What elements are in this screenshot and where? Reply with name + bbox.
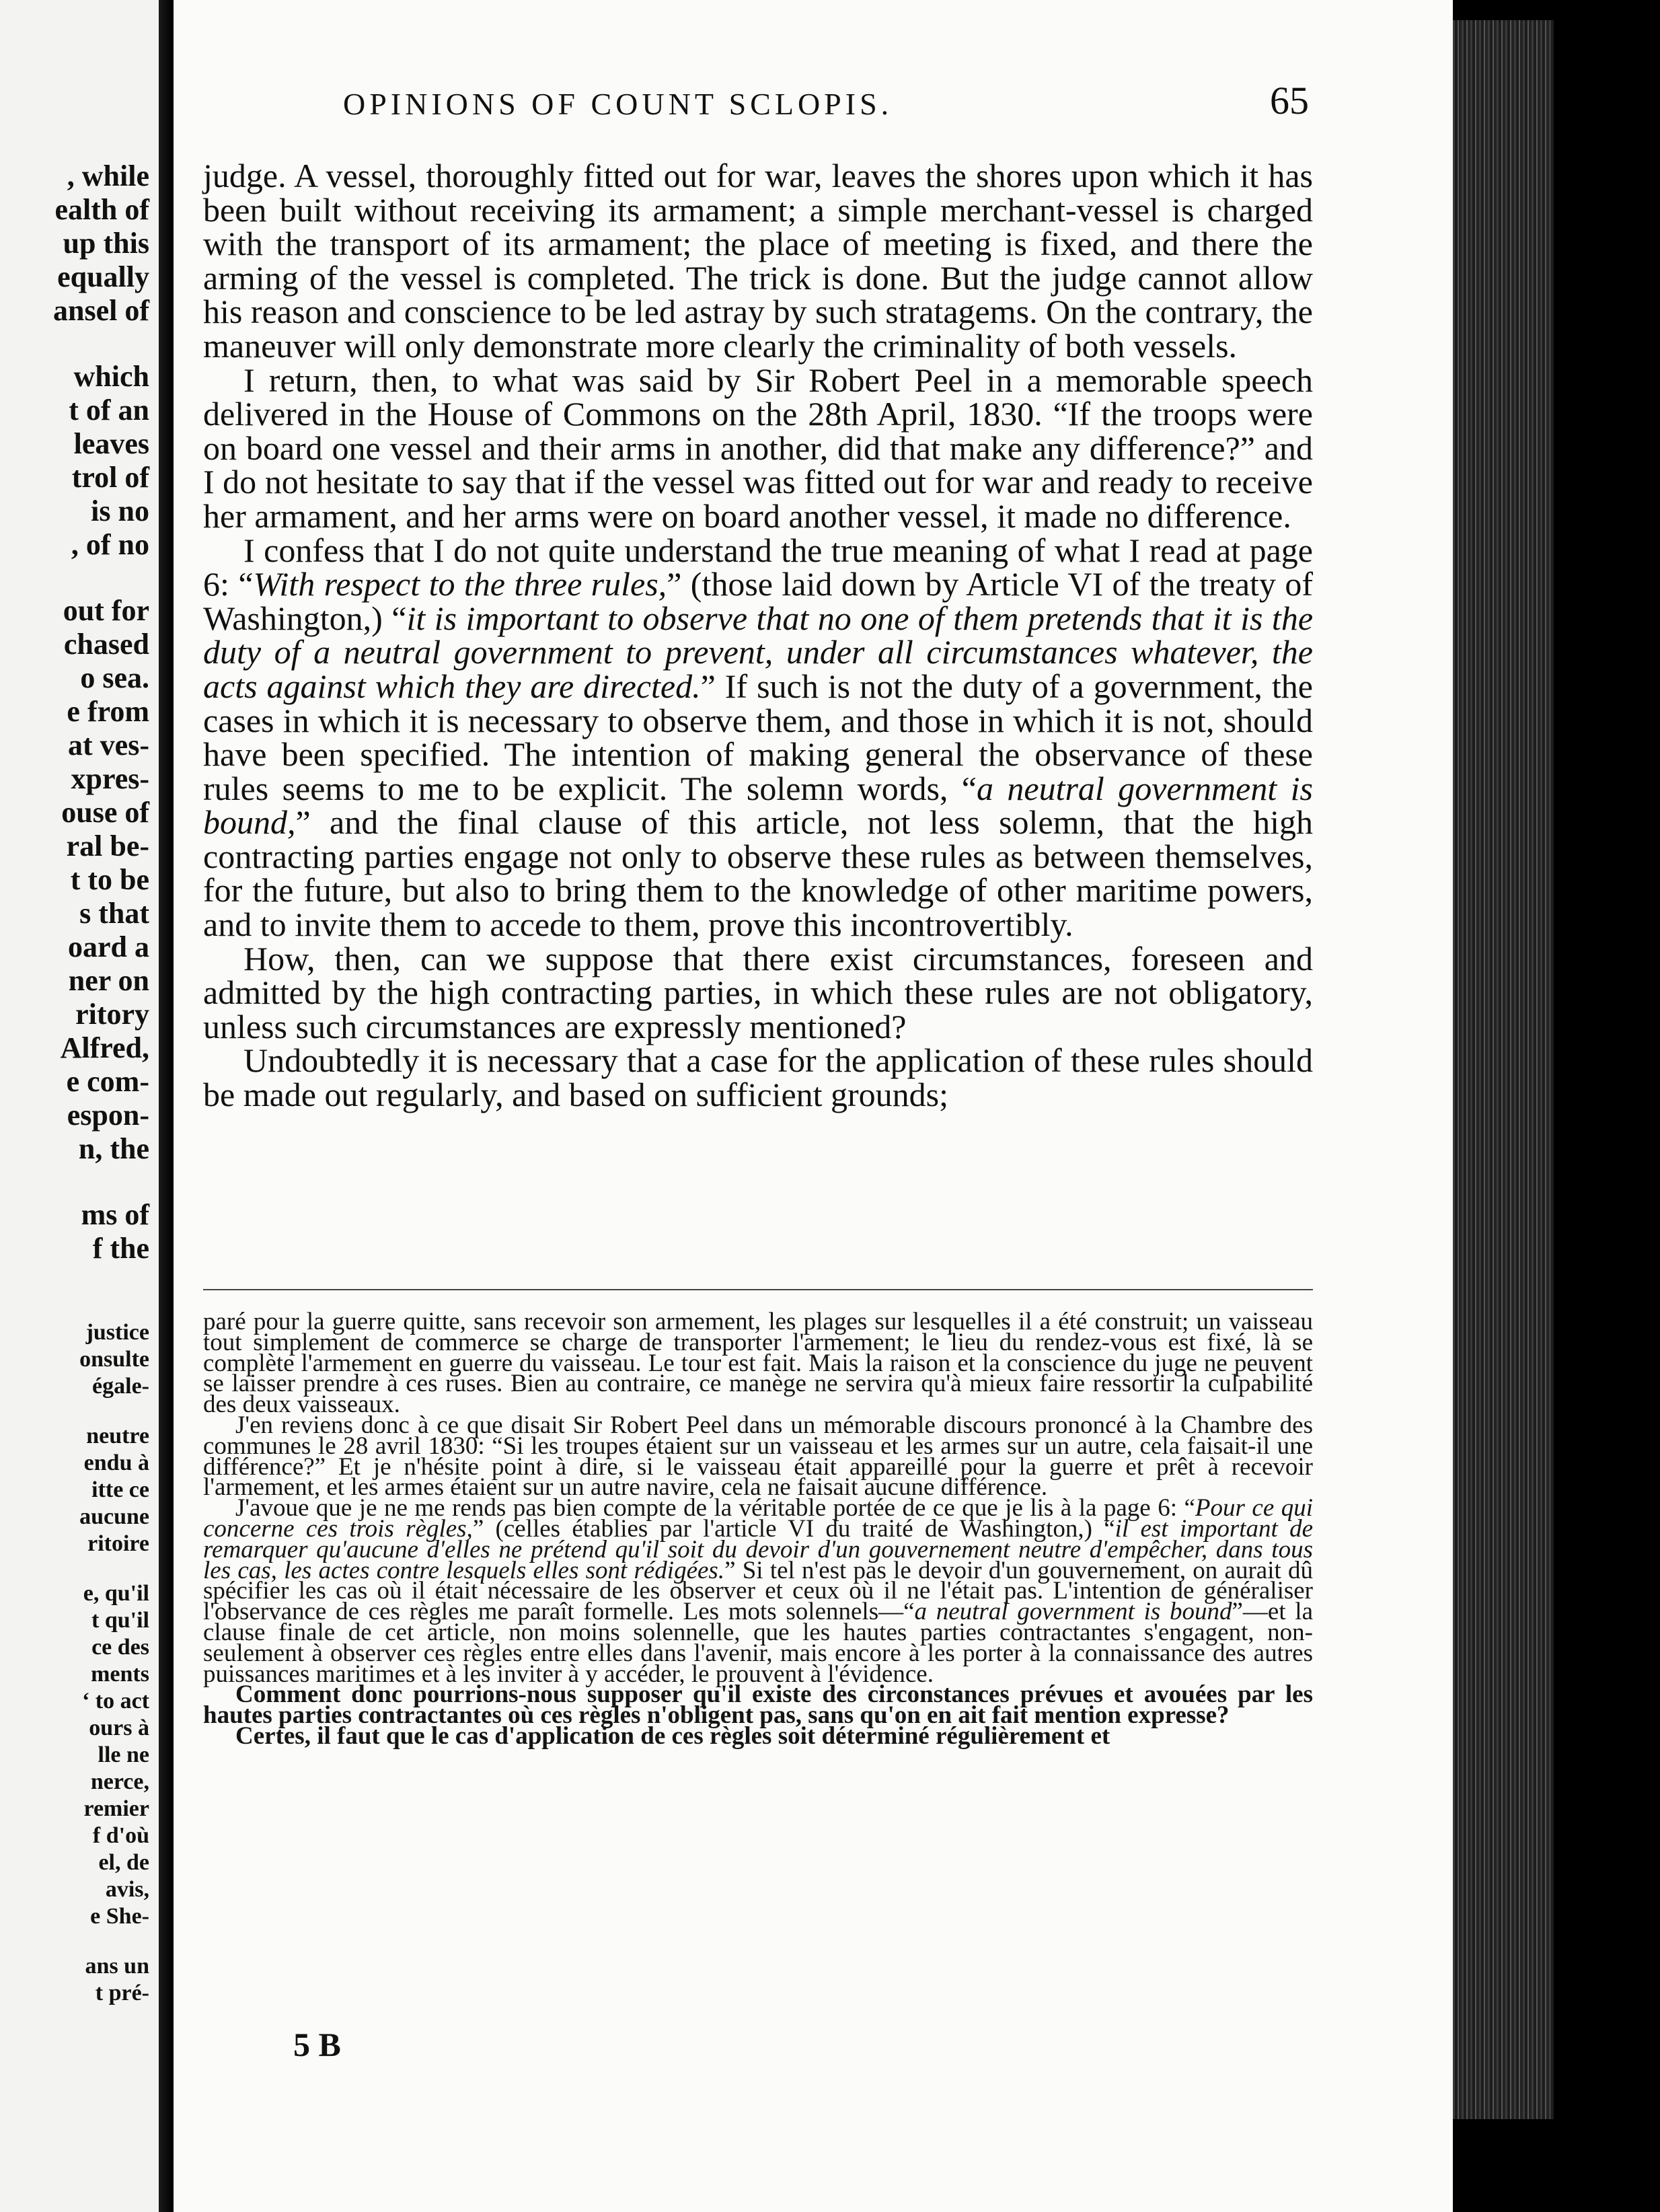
facing-page-line: t pré- xyxy=(95,1981,149,2005)
text-run: ” (celles établies par l'article VI du traité de Washington,) “ xyxy=(472,1514,1115,1543)
facing-page-line: nerce, xyxy=(90,1769,149,1794)
text-run: ” and the final clause of this article, not less solemn, that the high contracting parties engage not only to observe these rules as between themselves, for the future, but also to bring them to the knowledge of other maritime powers, and to invite them to accede to them, prove this incontrovertibly. xyxy=(203,803,1313,944)
background xyxy=(1554,0,1660,2212)
facing-page-line: e She- xyxy=(90,1904,149,1929)
text-run: ”—et la clause finale de cet article, non moins solennelle, que les hautes parties contractantes s'engagent, non-seulement à observer ces règles entre elles dans l'avenir, mais encore à les porter à la connaissance des autres puissances maritimes et à les inviter à y accéder, le prouvent à l'évidence. xyxy=(203,1598,1313,1688)
facing-page-line: e, qu'il xyxy=(83,1581,149,1606)
text-run: I confess that I do not quite understand the true meaning of what I read at page 6: “ xyxy=(203,531,1313,603)
facing-page-line: , while xyxy=(67,159,149,192)
facing-page-line: ans un xyxy=(85,1954,149,1979)
facing-page-line: at ves- xyxy=(68,729,149,762)
facing-page-line: onsulte xyxy=(79,1347,149,1372)
facing-page-line: égale- xyxy=(92,1374,149,1399)
facing-page-line: is no xyxy=(91,494,149,527)
facing-page-line: ritoire xyxy=(87,1531,149,1556)
paragraph: Certes, il faut que le cas d'application de ces règles soit déterminé régulièrement et xyxy=(235,1722,1110,1750)
paragraph: judge. A vessel, thoroughly fitted out for war, leaves the shores upon which it has been built without receiving its armament; a simple merchant-vessel is charged with the transport of its armament; the place of meeting is fixed, and there the arming of the vessel is completed. The trick is done. But the judge cannot allow his reason and conscience to be led astray by such stratagems. On the contrary, the maneuver will only demonstrate more clearly the criminality of both vessels. xyxy=(203,157,1313,365)
facing-page-line: up this xyxy=(63,227,149,260)
facing-page-line: espon- xyxy=(67,1099,149,1132)
paragraph: Undoubtedly it is necessary that a case for the application of these rules should be made out regularly, and based on sufficient grounds; xyxy=(203,1041,1313,1114)
paragraph: J'en reviens donc à ce que disait Sir Robert Peel dans un mémorable discours prononcé à la Chambre des communes le 28 avril 1830: “Si les troupes étaient sur un vaisseau et les armes sur un autre, cela faisait-il une différence?” Et je n'hésite point à dire, si le vaisseau était appareillé pour la guerre et prêt à recevoir l'armement, et les armes étaient sur un autre navire, cela ne faisait aucune différence. xyxy=(203,1411,1313,1502)
facing-page-line: avis, xyxy=(105,1877,149,1902)
page-edges xyxy=(1453,20,1554,2119)
facing-page-line: lle ne xyxy=(98,1742,149,1767)
facing-page-fragment xyxy=(0,0,159,2212)
quote-italic: it is important to observe that no one of them pretends that it is the duty of a neutral government to prevent, under all circumstances whatever, the acts against which they are directed. xyxy=(203,599,1314,705)
text-run: ” Si tel n'est pas le devoir d'un gouvernement, on aurait dû spécifier les cas où il était nécessaire de les observer et ceux où il ne l'était pas. L'intention de généraliser l'observance de ces règles me paraît formelle. Les mots solennels—“ xyxy=(203,1556,1313,1626)
facing-page-line: xpres- xyxy=(71,762,149,795)
facing-page-line: aucune xyxy=(79,1504,149,1529)
paragraph: I return, then, to what was said by Sir Robert Peel in a memorable speech delivered in the House of Commons on the 28th April, 1830. “If the troops were on board one vessel and their arms in another, did that make any difference?” and I do not hesitate to say that if the vessel was fitted out for war and ready to receive her armament, and her arms were on board another vessel, it made no difference. xyxy=(203,361,1313,535)
page-number: 65 xyxy=(1270,79,1309,122)
facing-page-line: ouse of xyxy=(61,796,149,829)
quote-italic: Pour ce qui concerne ces trois règles, xyxy=(203,1494,1313,1543)
running-head: OPINIONS OF COUNT SCLOPIS. xyxy=(343,87,893,121)
text-run: ” If such is not the duty of a government, the cases in which it is necessary to observe them, and those in which it is not, should have been specified. The intention of making general the observance of these rules seems to me to be explicit. The solemn words, “ xyxy=(203,667,1313,807)
paragraph: paré pour la guerre quitte, sans recevoir son armement, les plages sur lesquelles il a été construit; un vaisseau tout simplement de commerce se charge de transporter l'armement; le lieu du rendez-vous est fixé, là se complète l'armement en guerre du vaisseau. Le tour est fait. Mais la raison et la conscience du juge ne peuvent se laisser prendre à ces ruses. Bien au contraire, ce manège ne servira qu'à mieux faire ressortir la culpabilité des deux vaisseaux. xyxy=(203,1308,1313,1419)
paragraph xyxy=(203,1494,1313,1688)
facing-page-line: neutre xyxy=(86,1424,149,1448)
facing-page-line: t qu'il xyxy=(91,1608,149,1633)
quote-italic: With respect to the three rules, xyxy=(253,565,667,603)
facing-page-line: trol of xyxy=(71,461,149,494)
facing-page-line: t to be xyxy=(70,863,149,896)
facing-page-line: ner on xyxy=(68,964,149,997)
facing-page-line: Alfred, xyxy=(60,1031,149,1064)
facing-page-line: ansel of xyxy=(53,294,149,327)
quote-italic: a neutral government is bound xyxy=(914,1598,1232,1626)
facing-page-line: n, the xyxy=(78,1132,149,1165)
facing-page-line: ments xyxy=(91,1662,149,1687)
facing-page-line: out for xyxy=(63,594,149,627)
text-run: J'avoue que je ne me rends pas bien compte de la véritable portée de ce que je lis à la page 6: “ xyxy=(235,1494,1195,1522)
facing-page-line: e com- xyxy=(66,1065,149,1098)
paragraph xyxy=(203,533,1313,942)
text-run: ” (those laid down by Article VI of the treaty of Washington,) “ xyxy=(203,565,1313,637)
facing-page-line: ealth of xyxy=(54,193,149,226)
english-text xyxy=(203,159,1313,1112)
paragraph: Comment donc pourrions-nous supposer qu'il existe des circonstances prévues et avouées par les hautes parties contractantes où ces règles n'obligent pas, sans qu'on en ait fait mention expresse? xyxy=(203,1681,1313,1730)
facing-page-line: ‘ to act xyxy=(81,1689,149,1713)
facing-page-line: ours à xyxy=(89,1716,149,1740)
facing-page-line: t of an xyxy=(69,394,149,427)
paragraph: How, then, can we suppose that there exist circumstances, foreseen and admitted by the high contracting parties, in which these rules are not obligatory, unless such circumstances are expressly mentioned? xyxy=(203,939,1313,1045)
facing-page-line: endu à xyxy=(83,1450,149,1475)
facing-page-line: justice xyxy=(85,1320,149,1345)
facing-page-line: itte ce xyxy=(91,1477,149,1502)
facing-page-line: remier xyxy=(83,1796,149,1821)
facing-page-line: ce des xyxy=(91,1635,149,1660)
facing-page-line: s that xyxy=(79,897,149,930)
french-text xyxy=(203,1308,1313,1750)
facing-page-line: equally xyxy=(57,260,149,293)
facing-page-line: ritory xyxy=(75,998,149,1031)
facing-page-line: ms of xyxy=(81,1198,149,1231)
facing-page-line: f d'où xyxy=(92,1823,149,1848)
facing-page-line: e from xyxy=(67,695,149,728)
signature-mark: 5 B xyxy=(293,2026,341,2063)
facing-page-line: oard a xyxy=(68,930,149,963)
book-gutter xyxy=(159,0,174,2212)
facing-page-line: leaves xyxy=(73,427,149,460)
facing-page-line: which xyxy=(73,360,149,393)
quote-italic: il est important de remarquer qu'aucune d'elles ne prétend qu'il soit du devoir d'un gouvernement neutre d'empêcher, dans tous les cas, les actes contre lesquels elles sont rédigées. xyxy=(203,1514,1313,1584)
facing-page-line: o sea. xyxy=(80,661,149,694)
quote-italic: a neutral government is bound, xyxy=(203,769,1313,842)
facing-page-line: chased xyxy=(63,628,149,661)
footnote-rule xyxy=(203,1289,1313,1290)
facing-page-line: f the xyxy=(92,1232,149,1265)
facing-page-line: ral be- xyxy=(66,830,149,862)
facing-page-line: , of no xyxy=(71,528,149,561)
facing-page-line: el, de xyxy=(98,1850,149,1875)
